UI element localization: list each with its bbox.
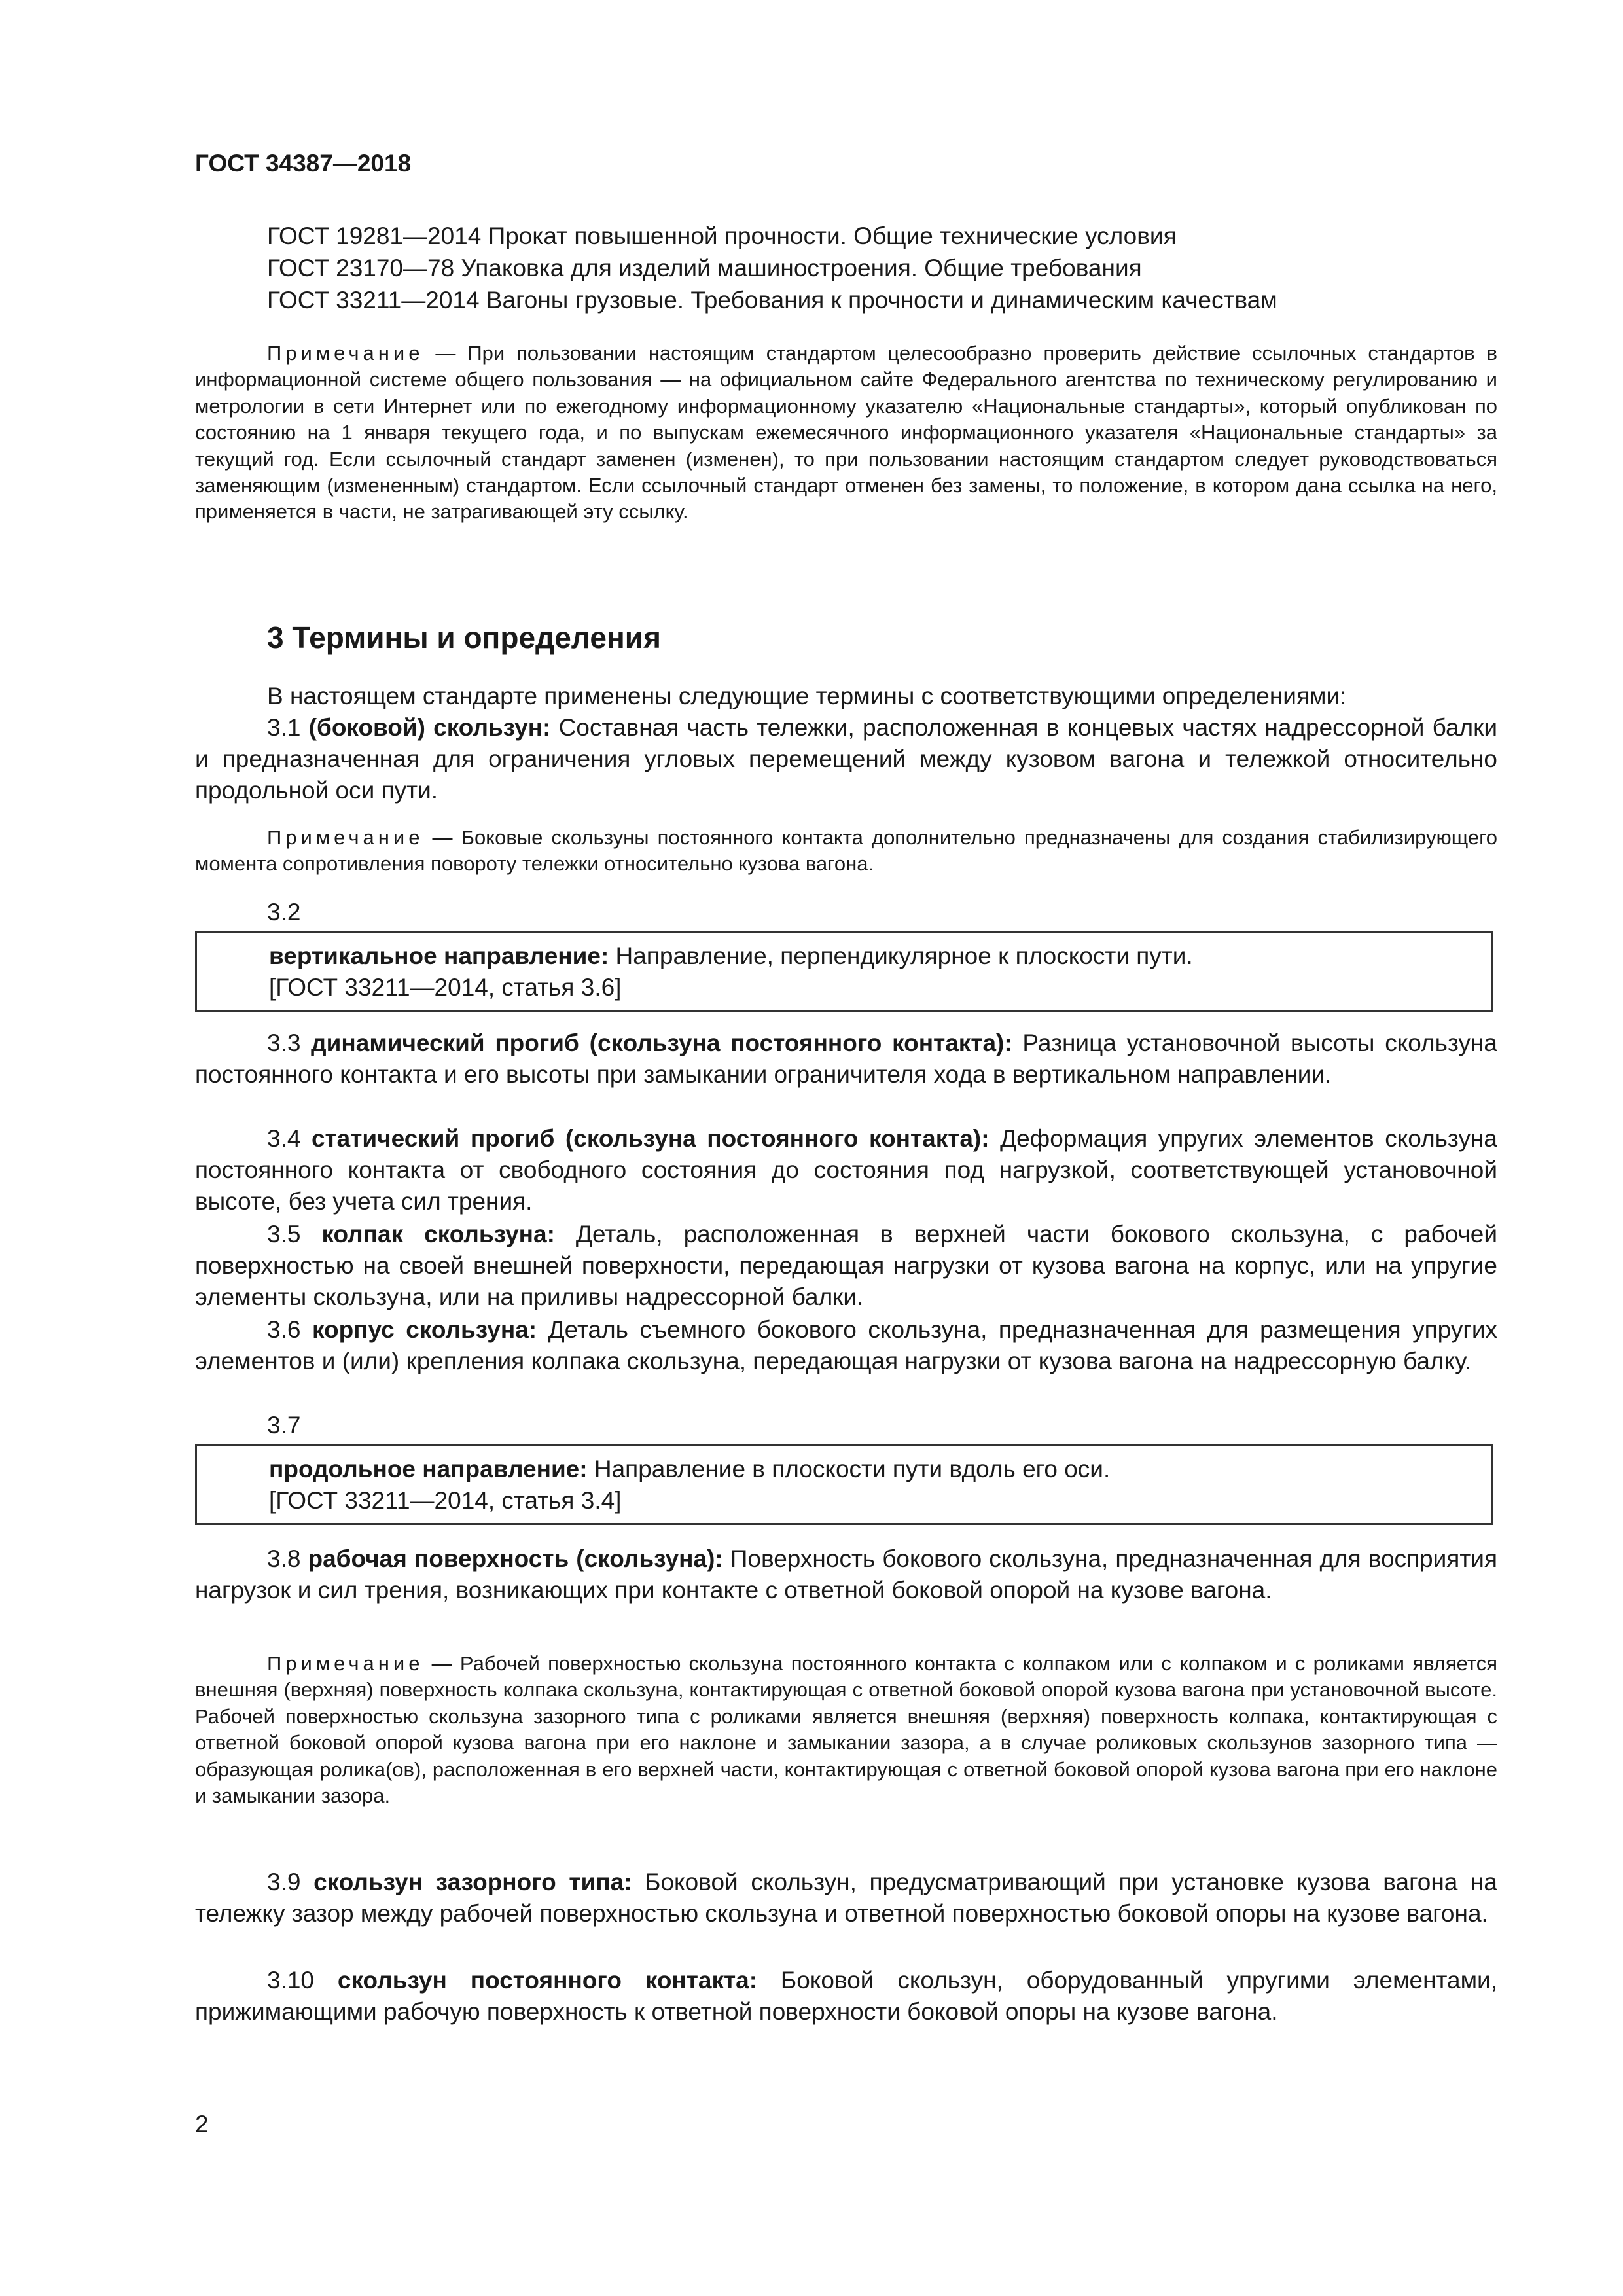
term-3-1-note [195,825,1497,878]
term-definition: Боковой скользун, предусматривающий при установке кузова вагона на тележку зазор между рабочей поверхностью скользуна и ответной поверхностью боковой опоры на кузове вагона. [195,1869,1498,1927]
note-text: — При пользовании настоящим стандартом целесообразно проверить действие ссылочных стандартов в информационной системе общего пользования — на официальном сайте Федерального агентства по техническому регулированию и метрологии в сети Интернет или по ежегодному информационному указателю «Национальные стандарты», который опубликован по состоянию на 1 января текущего года, и по выпускам ежемесячного информационного указателя «Национальные стандарты» за текущий год. Если ссылочный стандарт заменен (изменен), то при пользовании настоящим стандартом следует руководствоваться заменяющим (измененным) стандартом. Если ссылочный стандарт отменен без замены, то положение, в котором дана ссылка на него, применяется в части, не затрагивающей эту ссылку. [195,342,1497,524]
reference-item: ГОСТ 23170—78 Упаковка для изделий машиностроения. Общие требования [267,255,1142,281]
term-3-9 [195,1867,1497,1929]
term-definition: Деталь, расположенная в верхней части бокового скользуна, с рабочей поверхностью на своей внешней поверхности, передающая нагрузки от кузова вагона на корпус, или на упругие элементы скользуна, или на приливы надрессорной балки. [195,1221,1497,1310]
term-name: вертикальное направление: [269,942,609,969]
normative-references-list [267,220,1277,316]
term-name: продольное направление: [269,1456,588,1482]
note-label: Примечание [267,826,424,849]
reference-item: ГОСТ 19281—2014 Прокат повышенной прочности. Общие технические условия [267,223,1177,249]
term-name: (боковой) скользун: [308,714,551,741]
term-3-10 [195,1965,1497,2028]
term-number: 3.4 [267,1125,312,1152]
term-source: [ГОСТ 33211—2014, статья 3.4] [269,1487,622,1514]
references-note [195,340,1497,526]
term-name: корпус скользуна: [312,1316,537,1343]
term-3-2 [269,941,1491,972]
term-3-5 [195,1219,1497,1313]
term-number: 3.1 [267,714,309,741]
term-3-8-note [195,1651,1497,1809]
term-number: 3.5 [267,1221,322,1247]
term-name: динамический прогиб (скользуна постоянного контакта): [311,1030,1012,1056]
term-definition: Разница установочной высоты скользуна постоянного контакта и его высоты при замыкании ограничителя хода в вертикальном направлении. [195,1030,1497,1088]
term-3-7 [269,1454,1491,1485]
section-title: 3 Термины и определения [267,620,661,655]
page-number: 2 [195,2111,209,2138]
term-3-2-number: 3.2 [267,899,301,925]
term-definition: Деформация упругих элементов скользуна постоянного контакта от свободного состояния до состояния под нагрузкой, соответствующей установочной высоте, без учета сил трения. [195,1125,1497,1215]
term-definition: Составная часть тележки, расположенная в концевых частях надрессорной балки и предназначенная для ограничения угловых перемещений между кузовом вагона и тележкой относительно продольной оси пути. [195,714,1497,804]
term-number: 3.8 [267,1545,308,1572]
section-intro: В настоящем стандарте применены следующие термины с соответствующими определениями: [267,683,1347,709]
note-label: Примечание [267,342,424,365]
term-definition: Деталь съемного бокового скользуна, предназначенная для размещения упругих элементов и (или) крепления колпака скользуна, передающая нагрузки от кузова вагона на надрессорную балку. [195,1316,1497,1374]
term-number: 3.3 [267,1030,312,1056]
note-text: — Рабочей поверхностью скользуна постоянного контакта с колпаком или с колпаком и с роликами является внешняя (верхняя) поверхность колпака скользуна, контактирующая с ответной боковой опорой кузова вагона при установочной высоте. Рабочей поверхностью скользуна зазорного типа с роликами является внешняя (верхняя) поверхность колпака, контактирующая с ответной боковой опорой кузова вагона при его наклоне и замыкании зазора, а в случае роликовых скользунов зазорного типа —образующая ролика(ов), расположенная в его верхней части, контактирующая с ответной боковой опорой кузова вагона при его наклоне и замыкании зазора. [195,1652,1497,1808]
term-name: скользун зазорного типа: [313,1869,632,1895]
term-number: 3.6 [267,1316,312,1343]
term-number: 3.10 [267,1967,338,1994]
term-definition: Направление, перпендикулярное к плоскости пути. [609,942,1193,969]
term-definition: Поверхность бокового скользуна, предназначенная для восприятия нагрузок и сил трения, возникающих при контакте с ответной боковой опорой на кузове вагона. [195,1545,1497,1604]
term-3-6 [195,1314,1497,1377]
term-name: статический прогиб (скользуна постоянного контакта): [311,1125,990,1152]
term-3-8 [195,1543,1497,1606]
term-source: [ГОСТ 33211—2014, статья 3.6] [269,974,622,1001]
term-number: 3.9 [267,1869,314,1895]
term-name: колпак скользуна: [321,1221,555,1247]
note-label: Примечание [267,1652,424,1675]
term-definition: Боковой скользун, оборудованный упругими элементами, прижимающими рабочую поверхность к ответной поверхности боковой опоры на кузове вагона. [195,1967,1498,2025]
term-3-7-number: 3.7 [267,1412,301,1439]
term-3-4 [195,1123,1497,1217]
term-name: рабочая поверхность (скользуна): [308,1545,723,1572]
term-3-7-box [195,1444,1493,1525]
reference-item: ГОСТ 33211—2014 Вагоны грузовые. Требования к прочности и динамическим качествам [267,287,1277,314]
term-3-1 [195,712,1497,806]
term-3-3 [195,1028,1497,1090]
term-3-2-box [195,931,1493,1012]
note-text: — Боковые скользуны постоянного контакта дополнительно предназначены для создания стабилизирующего момента сопротивления повороту тележки относительно кузова вагона. [195,826,1497,876]
term-name: скользун постоянного контакта: [337,1967,758,1994]
document-header: ГОСТ 34387—2018 [195,150,412,177]
term-definition: Направление в плоскости пути вдоль его оси. [587,1456,1111,1482]
